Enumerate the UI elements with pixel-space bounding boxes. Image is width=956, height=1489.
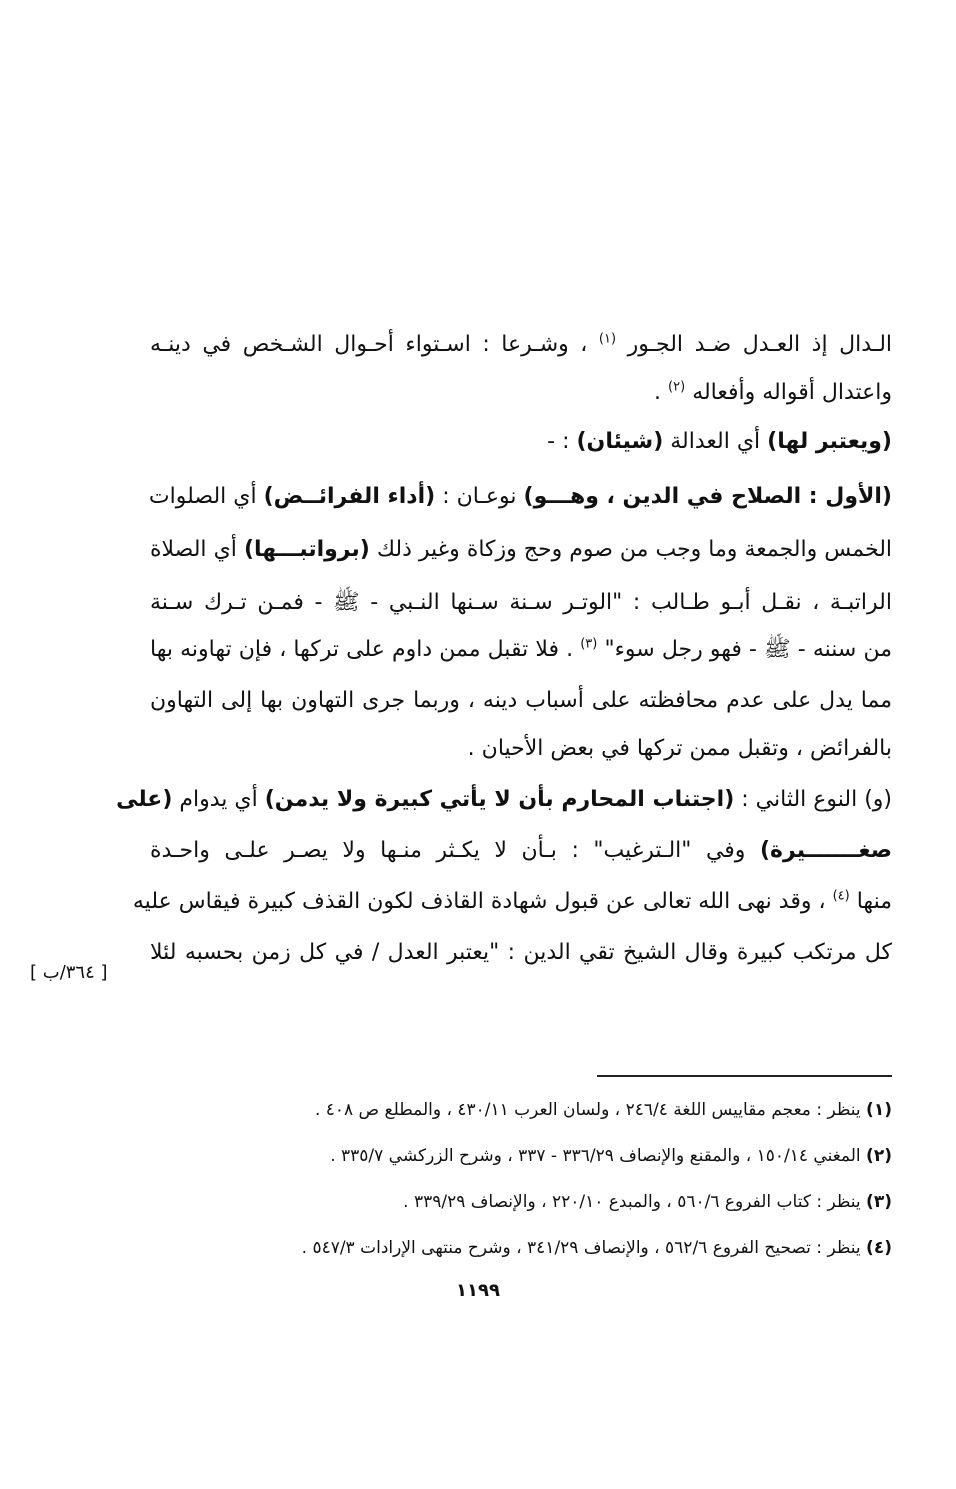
footnote-marker[interactable]: (٤) (832, 888, 850, 904)
body-line-12 (132, 887, 892, 917)
text-run: واعتدال أقواله وأفعاله (692, 380, 892, 405)
footnote-4 (150, 1236, 892, 1260)
bold-term: (ويعتبر لها) (767, 429, 892, 454)
body-line-6 (150, 588, 892, 618)
text-run: الـدال إذ العـدل ضـد الجـور (627, 332, 893, 357)
text-run: ، وشـرعا : اسـتواء أحـوال الشـخص في دينـه (150, 332, 588, 357)
footnote-text: ينظر : معجم مقاييس اللغة ٢٤٦/٤ ، ولسان العرب ٤٣٠/١١ ، والمطلع ص ٤٠٨ . (314, 1100, 861, 1120)
body-line-10 (116, 785, 892, 815)
text-run: مما يدل على عدم محافظته على أسباب دينه ، وربما جرى التهاون بها إلى التهاون (150, 688, 892, 713)
text-run: أي الصلوات (148, 484, 257, 509)
text-run: من سننه - ﷺ - فهو رجل سوء" (604, 637, 892, 662)
bold-term: (اجتناب المحارم بأن لا يأتي كبيرة ولا يدمن) (264, 787, 735, 812)
body-line-2 (150, 378, 892, 408)
footnote-divider (597, 1075, 892, 1077)
text-run: . فلا تقبل ممن داوم على تركها ، فإن تهاونه بها (150, 637, 574, 662)
text-run: نوعـان : (442, 484, 517, 509)
text-run: ، وقد نهى الله تعالى عن قبول شهادة القاذف لكون القذف كبيرة فيقاس عليه (132, 889, 826, 914)
footnote-marker[interactable]: (١) (598, 331, 617, 347)
bold-term: (برواتبـــها) (243, 537, 370, 562)
text-run: وفي "الـترغيب" : بـأن لا يكـثر منـها ولا يصـر علـى واحـدة (150, 838, 746, 863)
text-run: : - (547, 429, 570, 454)
body-line-4 (150, 482, 892, 512)
manuscript-folio-reference: [ ٣٦٤/ب ] (30, 962, 108, 983)
text-run: كل مرتكب كبيرة وقال الشيخ تقي الدين : "يعتبر العدل / في كل زمن بحسبه لئلا (150, 940, 892, 965)
footnote-text: المغني ١٥٠/١٤ ، والمقنع والإنصاف ٣٣٦/٢٩ - ٣٣٧ ، وشرح الزركشي ٣٣٥/٧ . (330, 1146, 861, 1166)
body-line-5 (150, 535, 892, 565)
body-line-1 (150, 330, 892, 360)
footnote-marker[interactable]: (٢) (668, 379, 686, 395)
body-line-8 (150, 686, 892, 716)
text-run: (و) النوع الثاني : (741, 787, 892, 812)
footnote-2 (150, 1144, 892, 1168)
page-number: ١١٩٩ (456, 1280, 500, 1301)
text-run: بالفرائض ، وتقبل ممن تركها في بعض الأحيان . (467, 736, 892, 761)
footnote-text: ينظر : كتاب الفروع ٥٦٠/٦ ، والمبدع ٢٢٠/١٠ ، والإنصاف ٣٣٩/٢٩ . (403, 1192, 861, 1212)
text-run: أي العدالة (670, 429, 761, 454)
footnote-number: (٤) (866, 1238, 892, 1258)
body-line-13 (150, 938, 892, 968)
footnote-1 (150, 1098, 892, 1122)
bold-term: (شيئان) (576, 429, 664, 454)
bold-term: (الأول : الصلاح في الدين ، وهـــو) (523, 484, 892, 509)
body-line-9 (150, 734, 892, 764)
footnote-text: ينظر : تصحيح الفروع ٥٦٢/٦ ، والإنصاف ٣٤١/٢٩ ، وشرح منتهى الإرادات ٥٤٧/٣ . (301, 1238, 861, 1258)
bold-term: صغـــــــيرة) (759, 838, 893, 863)
footnote-number: (١) (866, 1100, 892, 1120)
text-run: . (654, 380, 662, 405)
footnote-number: (٣) (866, 1192, 892, 1212)
body-line-3 (150, 427, 892, 457)
text-run: الراتبـة ، نقـل أبـو طـالب : "الوتـر سـنة سـنها النـبي - ﷺ - فمـن تـرك سـنة (150, 590, 892, 615)
text-run: الخمس والجمعة وما وجب من صوم وحج وزكاة وغير ذلك (376, 537, 893, 562)
footnote-marker[interactable]: (٣) (580, 636, 598, 652)
bold-term: (أداء الفرائــض) (263, 484, 436, 509)
footnote-number: (٢) (866, 1146, 892, 1166)
text-run: أي يدوام (179, 787, 258, 812)
body-line-7 (150, 635, 892, 665)
body-line-11 (150, 836, 892, 866)
text-run: منها (856, 889, 892, 914)
bold-term: (على (116, 787, 173, 812)
text-run: أي الصلاة (150, 537, 237, 562)
footnote-3 (150, 1190, 892, 1214)
